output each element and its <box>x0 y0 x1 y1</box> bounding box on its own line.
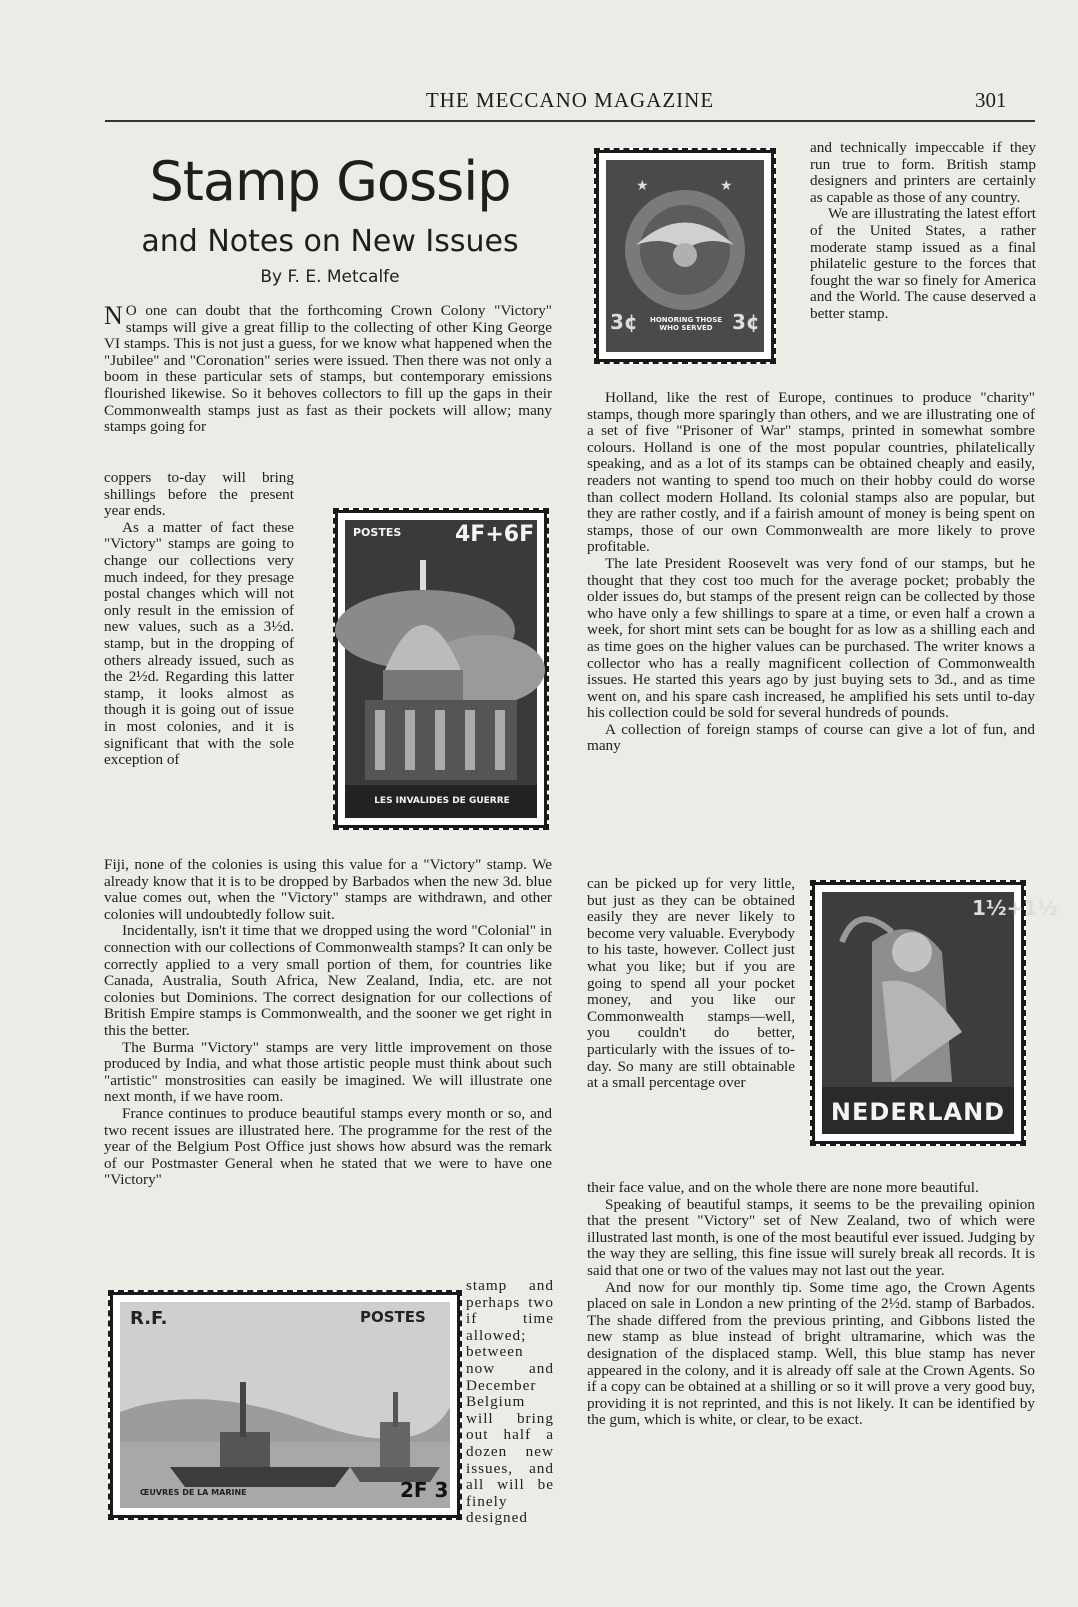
article-subtitle: and Notes on New Issues <box>141 224 519 259</box>
col2-paragraph-7: And now for our monthly tip. Some time ago, the Crown Agents placed on sale in London a new printing of the 2½d. stamp of Barbados. The shade differed from the previous printing, and Gibbons listed the new stamp as blue instead of bright ultramarine, which was the designation of the displaced stamp. Well, this blue stamp has never appeared in the colony, and it is already off sale at the Crown Agents. So if a copy can be obtained at a shilling or so it will prove a very good buy, providing it is not reprinted, and this is not likely. It can be identified by the gum, which is white, or clear, to be exact. <box>587 1278 1035 1429</box>
drop-cap: N <box>104 301 123 330</box>
stamp-value-right: 3¢ <box>732 310 760 334</box>
article-title: Stamp Gossip <box>149 150 511 213</box>
stamp-caption: HONORING THOSE WHO SERVED <box>649 316 723 332</box>
stamp-value-left: 3¢ <box>610 310 638 334</box>
col1-wrap-block <box>104 470 294 769</box>
header-rule <box>105 120 1035 122</box>
stamp-caption: ŒUVRES DE LA MARINE <box>140 1488 247 1497</box>
col1-paragraph-1: O one can doubt that the forthcoming Crown Colony "Victory" stamps will give a great fillip to the collecting of other King George VI stamps. This is not just a guess, for we know what happened when the "Jubilee" and "Coronation" series were issued. Then there was not only a boom in these particular sets of stamps, but contemporary emissions flourished likewise. So it behoves collectors to fill up the gaps in their Commonwealth stamps just as fast as their pockets will allow; many stamps going for <box>104 302 552 436</box>
col2-paragraph-3: Holland, like the rest of Europe, continues to produce "charity" stamps, though more sparingly than others, and we are illustrating one of a set of five "Prisoner of War" stamps, printed in somewhat sombre colours. Holland is one of the most popular countries, philatelically speaking, and as a lot of its stamps can be obtained cheaply and easily, readers not wanting to spend too much on their hobby could do worse than collect modern Holland. Its colonial stamps also are popular, but they are rather costly, and if a fairish amount of money is being spent on stamps, those of our own Commonwealth are more likely to prove profitable. <box>587 389 1035 556</box>
col1-wrap-bottom <box>466 1278 554 1527</box>
col1-paragraph-5-end: stamp and perhaps two if time allowed; between now and December Belgium will bring out half a dozen new issues, and all will be finely designed <box>466 1277 554 1527</box>
stamp-french-ship <box>108 1290 462 1520</box>
col2-paragraph-5-start: A collection of foreign stamps of course can give a lot of fun, and many <box>587 720 1035 755</box>
svg-text:★: ★ <box>720 179 733 194</box>
stamp-caption: NEDERLAND <box>830 1098 1006 1126</box>
stamp-rf-label: R.F. <box>130 1308 168 1329</box>
stamp-value: 4F+6F <box>455 522 535 547</box>
stamp-value: 2F 3 <box>400 1478 449 1502</box>
col2-paragraph-2: We are illustrating the latest effort of the United States, a rather moderate stamp issued as a final philatelic gesture to the forces that fought the war so finely for America and the World. The cause deserved a better stamp. <box>810 205 1036 322</box>
col2-middle <box>587 390 1035 755</box>
col1-paragraph-4: The Burma "Victory" stamps are very little improvement on those produced by India, and what those artistic people must think about such "artistic" monstrosities can easily be imagined. We will illustrate one next month, if we have room. <box>104 1038 552 1106</box>
col2-paragraph-6: Speaking of beautiful stamps, it seems to be the prevailing opinion that the present "Victory" set of New Zealand, two of which were illustrated last month, is one of the most beautiful ever issued. Judging by the way they are selling, this fine issue will surely break all records. It is said that one or two of the values may not last out the year. <box>587 1195 1035 1279</box>
col2-lower-wrap <box>587 876 795 1092</box>
col2-bottom <box>587 1180 1035 1429</box>
col1-paragraph-5: France continues to produce beautiful stamps every month or so, and two recent issues are illustrated here. The programme for the rest of the year of the Belgium Post Office just shows how absurd was the remark of our Postmaster General when he stated that we were to have one "Victory" <box>104 1104 552 1189</box>
stamp-postes-label: POSTES <box>353 526 402 539</box>
page-number: 301 <box>975 88 1007 112</box>
stamp-dutch <box>810 880 1058 1146</box>
col1-intro <box>104 303 552 436</box>
stamp-french-dome <box>333 508 549 830</box>
magazine-title: THE MECCANO MAGAZINE <box>425 88 715 112</box>
col2-paragraph-5-end: their face value, and on the whole there are none more beautiful. <box>587 1179 979 1196</box>
dome-building-icon <box>335 510 547 828</box>
col2-paragraph-5-wrap: can be picked up for very little, but just as they can be obtained easily they are never likely to become very valuable. Everybody to his taste, however. Collect just what you like; but if you are going to spend all your pocket money, and you like our Commonwealth stamps—well, you couldn't do better, particularly with the issues of to-day. So many are still obtainable at a small percentage over <box>587 875 795 1092</box>
col1-paragraph-2-end: Fiji, none of the colonies is using this value for a "Victory" stamp. We already know that it is to be dropped by Barbados when the new 3d. blue value comes out, when the "Victory" stamps are withdrawn, and other colonies will undoubtedly follow suit. <box>104 856 552 923</box>
stamp-value: 1½+1½ <box>972 896 1058 920</box>
stamp-us-eagle <box>594 148 776 364</box>
stamp-postes-label: POSTES <box>360 1308 426 1326</box>
col1-paragraph-3: Incidentally, isn't it time that we dropped using the word "Colonial" in connection with our collections of Commonwealth stamps? It can only be correctly applied to a very small portion of them, for countries like Canada, Australia, South Africa, New Zealand, India, etc. are not colonies but Dominions. The correct designation for our collections of British Empire stamps is Commonwealth, and the sooner we get right in this the better. <box>104 922 552 1039</box>
col2-paragraph-1: and technically impeccable if they run true to form. British stamp designers and printers are certainly as capable as those of any country. <box>810 139 1036 206</box>
col1-paragraph-2: As a matter of fact these "Victory" stamps are going to change our collections very much indeed, for they presage postal changes which will not only result in the emission of new values, such as a 3½d. stamp, but in the dropping of others already issued, such as the 2½d. Regarding this latter stamp, it looks almost as though it is going out of issue in most colonies, and it is significant that with the sole exception of <box>104 518 294 769</box>
col2-paragraph-4: The late President Roosevelt was very fond of our stamps, but he thought that they cost too much for the average pocket; probably the older issues do, but stamps of the present reign can be collected by those who have only a few shillings to spare at a time, or even half a crown a week, for short mint sets can be bought for as low as a shilling each and as time goes on the higher values can be purchased. The writer knows a collector who has a really magnificent collection of Commonwealth issues. He started this years ago by just buying sets to 3d., and as time went on, and his spare cash increased, he amplified his sets until to-day his collection could be sold for several hundreds of pounds. <box>587 554 1035 722</box>
col2-top-wrap <box>810 140 1036 323</box>
col1-paragraph-1-end: coppers to-day will bring shillings before the present year ends. <box>104 469 294 520</box>
col1-lower <box>104 857 552 1189</box>
article-byline: By F. E. Metcalfe <box>260 267 400 287</box>
stamp-caption: LES INVALIDES DE GUERRE <box>374 796 510 806</box>
svg-text:★: ★ <box>636 179 649 194</box>
